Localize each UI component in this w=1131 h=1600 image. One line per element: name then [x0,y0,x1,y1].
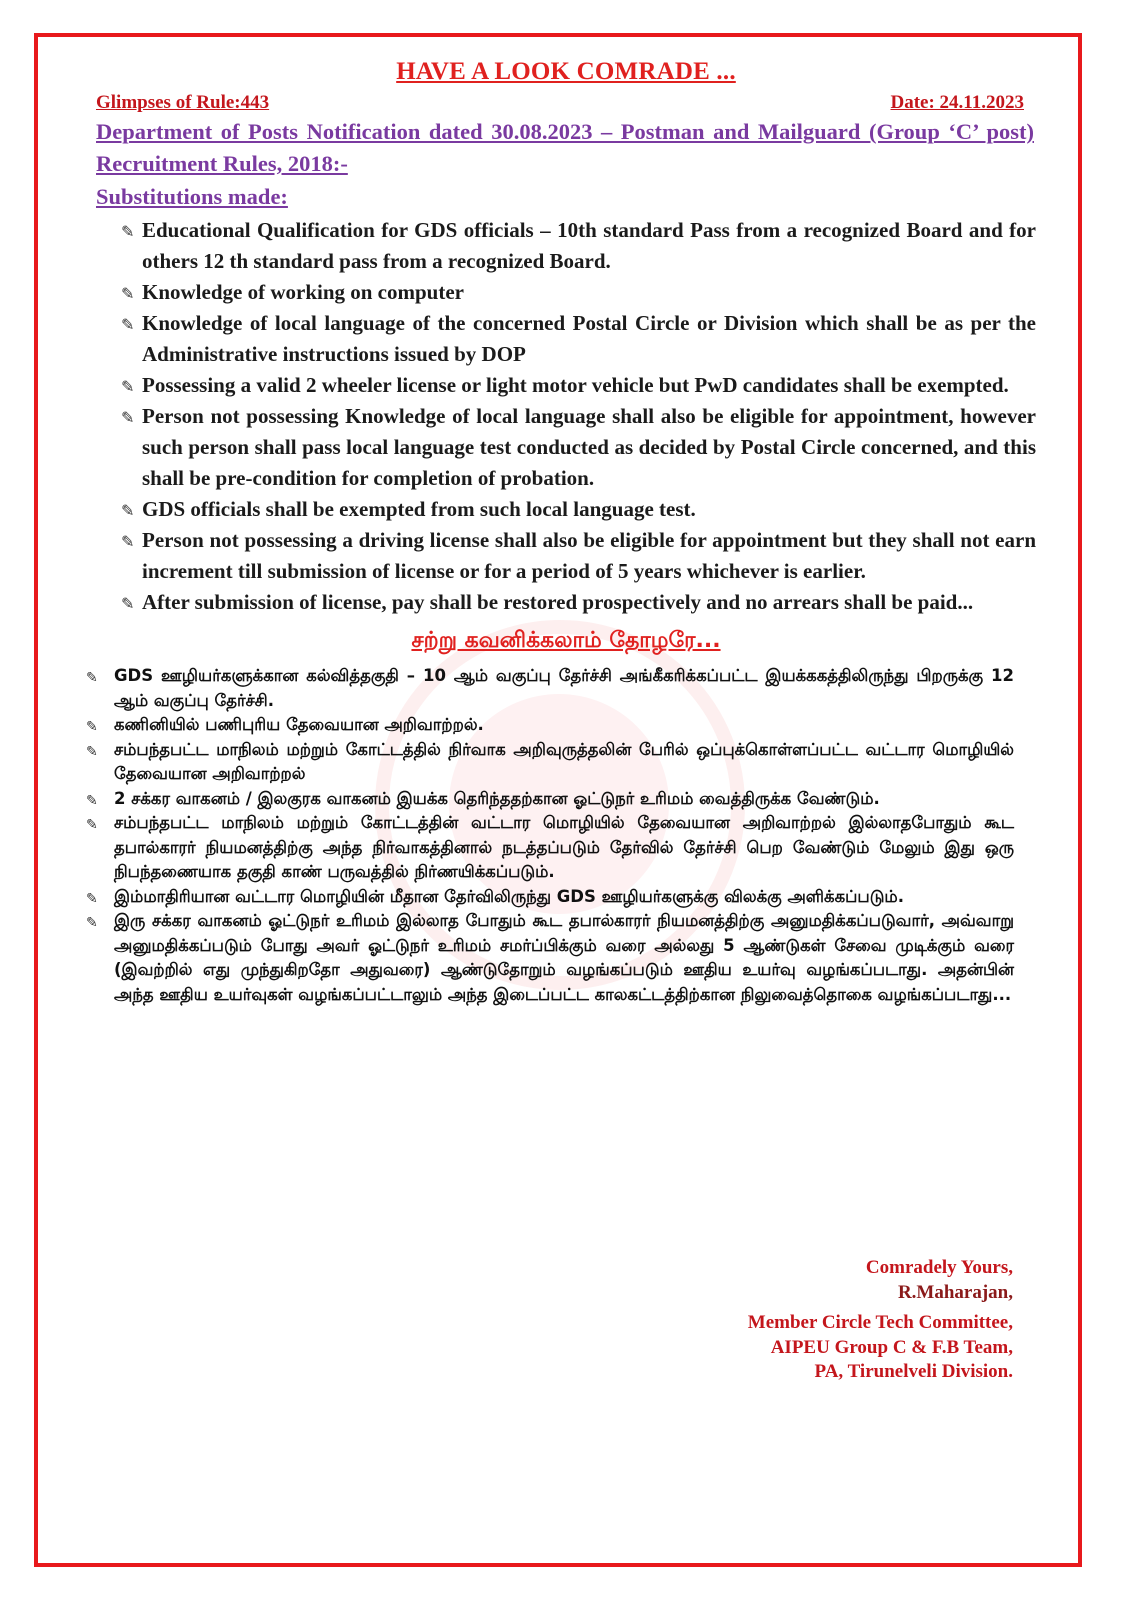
pen-bullet-icon: ✎ [121,315,135,334]
substitutions-heading: Substitutions made: [96,184,288,209]
list-item [86,713,1014,738]
pen-bullet-icon: ✎ [86,670,98,686]
list-item-text: Possessing a valid 2 wheeler license or light motor vehicle but PwD candidates shall be exempted. [142,373,1009,397]
signature-office: PA, Tirunelveli Division. [814,1361,1013,1382]
list-item-text: கணினியில் பணிபுரிய தேவையான அறிவாற்றல். [114,715,484,734]
signature-team: AIPEU Group C & F.B Team, [770,1336,1013,1358]
subject-line: Department of Posts Notification dated 30.08.2023 – Postman and Mailguard (Group ‘C’ post) Recruitment Rules, 2018:- [96,119,1034,176]
list-item-text: GDS ஊழியர்களுக்கான கல்வித்தகுதி – 10 ஆம் வகுப்பு தேர்ச்சி அங்கீகரிக்கப்பட்ட இயக்ககத்திலிருந்து பிறருக்கு 12 ஆம் வகுப்பு தேர்ச்சி. [114,666,1014,710]
tamil-heading: சற்று கவனிக்கலாம் தோழரே... [411,628,721,653]
signature-role: Member Circle Tech Committee, [747,1312,1013,1333]
rule-glimpse: Glimpses of Rule:443 [96,92,270,113]
list-item-text: Person not possessing Knowledge of local language shall also be eligible for appointment, however such person shall pass local language test conducted as decided by Postal Circle concerned, and this shall be pre-condition for completion of probation. [142,404,1036,490]
pen-bullet-icon: ✎ [86,915,98,931]
list-item [86,811,1014,885]
pen-bullet-icon: ✎ [86,743,98,760]
list-item [86,909,1014,1007]
list-item [121,308,1036,370]
list-item [121,370,1036,401]
signature-closing: Comradely Yours, [865,1257,1013,1278]
list-item-text: Knowledge of working on computer [142,280,464,304]
pen-bullet-icon: ✎ [121,222,135,241]
list-item [121,494,1036,525]
list-item [121,215,1036,277]
list-item-text: Educational Qualification for GDS officials – 10th standard Pass from a recognized Board and for others 12 th standard pass from a recognized Board. [142,218,1036,273]
tamil-points-list [86,664,1014,1007]
list-item-text: சம்பந்தபட்ட மாநிலம் மற்றும் கோட்டத்தில் நிர்வாக அறிவுருத்தலின் பேரில் ஒப்புக்கொள்ளப்பட்ட வட்டார மொழியில் தேவையான அறிவாற்றல் [114,739,1014,783]
list-item-text: After submission of license, pay shall be restored prospectively and no arrears shall be paid... [142,590,974,614]
document-date: Date: 24.11.2023 [890,92,1024,113]
pen-bullet-icon: ✎ [121,284,135,303]
signature-name: R.Maharajan, [897,1281,1013,1303]
pen-bullet-icon: ✎ [121,532,135,551]
pen-bullet-icon: ✎ [121,408,135,427]
pen-bullet-icon: ✎ [86,817,98,833]
pen-bullet-icon: ✎ [121,377,135,396]
list-item [86,885,1014,910]
pen-bullet-icon: ✎ [121,594,135,613]
list-item [121,525,1036,587]
english-points-list [96,215,1036,618]
pen-bullet-icon: ✎ [86,890,98,907]
list-item-text: Knowledge of local language of the concerned Postal Circle or Division which shall be as per the Administrative instructions issued by DOP [142,311,1036,366]
list-item [86,664,1014,713]
list-item-text: 2 சக்கர வாகனம் / இலகுரக வாகனம் இயக்க தெரிந்ததற்கான ஓட்டுநர் உரிமம் வைத்திருக்க வேண்டும். [114,788,880,808]
list-item [86,787,1014,812]
list-item-text: இம்மாதிரியான வட்டார மொழியின் மீதான தேர்விலிருந்து GDS ஊழியர்களுக்கு விலக்கு அளிக்கப்படும். [114,886,904,906]
list-item-text: சம்பந்தபட்ட மாநிலம் மற்றும் கோட்டத்தின் வட்டார மொழியில் தேவையான அறிவாற்றல் இல்லாதபோதும் கூட தபால்காரர் நியமனத்திற்கு அந்த நிர்வாகத்தினால் நடத்தப்படும் தேர்வில் தேர்ச்சி பெற வேண்டும் மேலும் இது ஒரு நிபந்தணையாக தகுதி காண் பருவத்தில் நிர்ணயிக்கப்படும். [114,813,1014,881]
pen-bullet-icon: ✎ [121,501,135,520]
pen-bullet-icon: ✎ [86,792,98,809]
list-item-text: GDS officials shall be exempted from such local language test. [142,497,696,521]
meta-row [96,92,1036,114]
signature-block [748,1256,1013,1385]
pen-bullet-icon: ✎ [86,719,98,735]
document-body [86,58,1036,1007]
list-item [121,277,1036,308]
page-title: HAVE A LOOK COMRADE ... [396,58,736,85]
list-item-text: Person not possessing a driving license shall also be eligible for appointment but they shall not earn increment till submission of license or for a period of 5 years whichever is earlier. [142,528,1036,583]
list-item [121,401,1036,494]
list-item-text: இரு சக்கர வாகனம் ஓட்டுநர் உரிமம் இல்லாத போதும் கூட தபால்காரர் நியமனத்திற்கு அனுமதிக்கப்படுவார், அவ்வாறு அனுமதிக்கப்படும் போது அவர் ஓட்டுநர் உரிமம் சமர்ப்பிக்கும் வரை அல்லது 5 ஆண்டுகள் சேவை முடிக்கும் வரை (இவற்றில் எது முந்துகிறதோ அதுவரை) ஆண்டுதோறும் வழங்கப்படும் ஊதிய உயர்வு வழங்கப்படாது. அதன்பின் அந்த ஊதிய உயர்வுகள் வழங்கப்பட்டாலும் அந்த இடைப்பட்ட காலகட்டத்திற்கான நிலுவைத்தொகை வழங்கப்படாது... [114,911,1014,1004]
list-item [121,587,1036,618]
list-item [86,738,1014,787]
